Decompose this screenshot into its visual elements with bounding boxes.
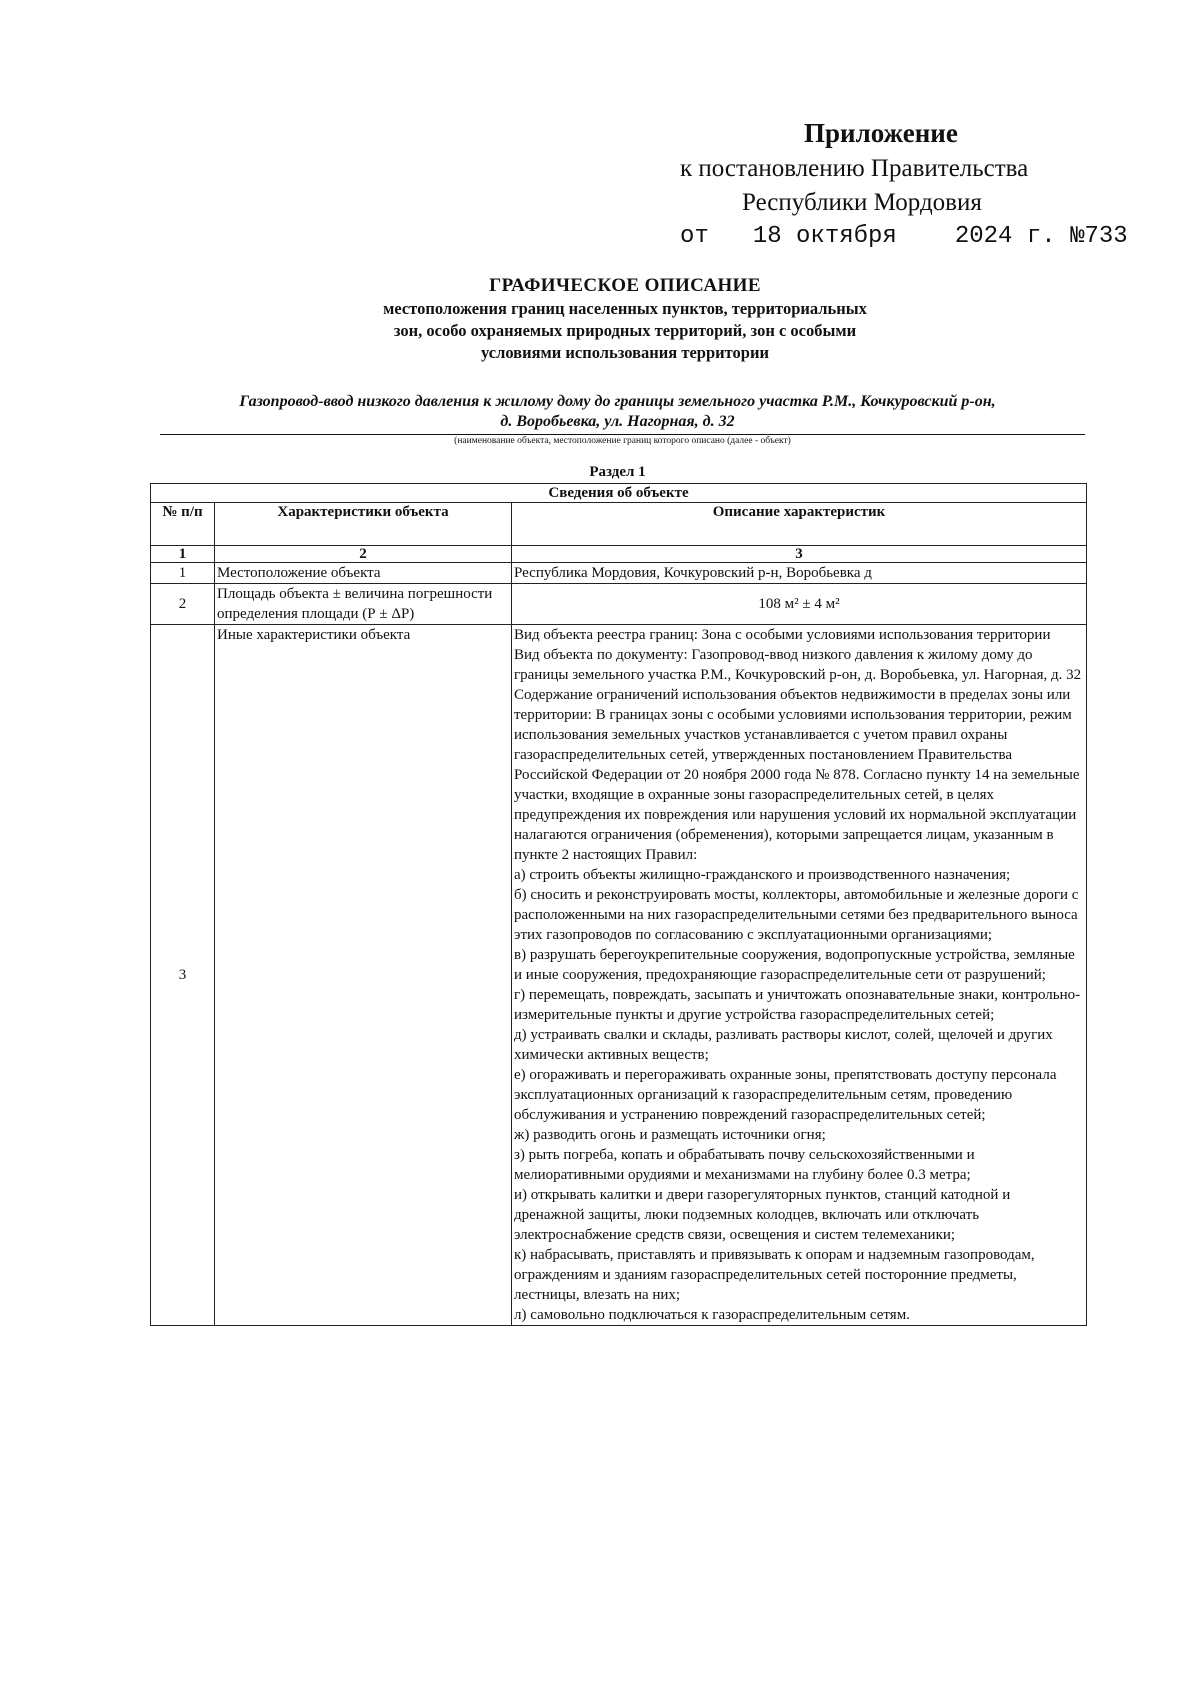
column-number-2: 2 bbox=[215, 546, 512, 563]
row-number: 2 bbox=[151, 584, 215, 625]
document-subtitle-line-3: условиями использования территории bbox=[481, 343, 769, 362]
row-characteristic: Местоположение объекта bbox=[215, 563, 512, 584]
object-name-line-2: д. Воробьевка, ул. Нагорная, д. 32 bbox=[500, 413, 735, 430]
description-paragraph: а) строить объекты жилищно-гражданского и производственного назначения; bbox=[514, 867, 1011, 883]
description-paragraph: Вид объекта по документу: Газопровод-ввод низкого давления к жилому дому до границы земельного участка Р.М., Кочкуровский р-он, д. Воробьевка, ул. Нагорная, д. 32 bbox=[514, 647, 1082, 683]
annex-date-year-number: 2024 г. №733 bbox=[954, 223, 1128, 250]
document-subtitle-line-1: местоположения границ населенных пунктов, территориальных bbox=[383, 299, 867, 318]
annex-date-day-month: 18 октября bbox=[752, 223, 897, 250]
document-title: ГРАФИЧЕСКОЕ ОПИСАНИЕ bbox=[489, 275, 761, 296]
description-paragraph: Вид объекта реестра границ: Зона с особыми условиями использования территории bbox=[514, 627, 1051, 643]
row-characteristic: Иные характеристики объекта bbox=[215, 625, 512, 1326]
description-paragraph: г) перемещать, повреждать, засыпать и уничтожать опознавательные знаки, контрольно-измерительные пункты и другие устройства газораспределительных сетей; bbox=[514, 987, 1081, 1023]
annex-line-resolution: к постановлению Правительства bbox=[680, 155, 1029, 182]
table-row bbox=[151, 584, 1087, 625]
row-description: Республика Мордовия, Кочкуровский р-н, Воробьевка д bbox=[512, 563, 1087, 584]
table-row bbox=[151, 625, 1087, 1326]
row-number: 3 bbox=[151, 625, 215, 1326]
description-paragraph: Содержание ограничений использования объектов недвижимости в пределах зоны или территории: В границах зоны с особыми условиями использования территории, режим использования земельных участков устанавливается с учетом правил охраны газораспределительных сетей, утвержденных постановлением Правительства Российской Федерации от 20 ноября 2000 года № 878. Согласно пункту 14 на земельные участки, входящие в охранные зоны газораспределительных сетей, в целях предупреждения их повреждения или нарушения условий их нормальной эксплуатации налагаются ограничения (обременения), которыми запрещается лицам, указанным в пункте 2 настоящих Правил: bbox=[514, 687, 1080, 863]
annex-title: Приложение bbox=[804, 118, 958, 148]
document-heading bbox=[100, 274, 1150, 364]
object-info-table bbox=[150, 483, 1087, 1326]
table-caption: Сведения об объекте bbox=[151, 484, 1087, 503]
description-paragraph: в) разрушать берегоукрепительные сооружения, водопропускные устройства, земляные и иные сооружения, предохраняющие газораспределительные сети от разрушений; bbox=[514, 947, 1075, 983]
column-number-1: 1 bbox=[151, 546, 215, 563]
column-header-description: Описание характеристик bbox=[512, 503, 1087, 546]
annex-date-from: от bbox=[680, 223, 709, 250]
row-description: 108 м² ± 4 м² bbox=[512, 584, 1087, 625]
annex-line-republic: Республики Мордовия bbox=[742, 189, 982, 216]
document-subtitle-line-2: зон, особо охраняемых природных территорий, зон с особыми bbox=[393, 321, 857, 340]
row-characteristic: Площадь объекта ± величина погрешности определения площади (Р ± ΔР) bbox=[215, 584, 512, 625]
object-name-line-1: Газопровод-ввод низкого давления к жилому дому до границы земельного участка Р.М., Кочкуровский р-он, bbox=[239, 393, 996, 410]
description-paragraph: д) устраивать свалки и склады, разливать растворы кислот, солей, щелочей и других химически активных веществ; bbox=[514, 1027, 1053, 1063]
table-row bbox=[151, 563, 1087, 584]
object-name bbox=[150, 392, 1085, 432]
column-number-3: 3 bbox=[512, 546, 1087, 563]
description-paragraph: б) сносить и реконструировать мосты, коллекторы, автомобильные и железные дороги с расположенными на них газораспределительными сетями без предварительного выноса этих газопроводов по согласованию с эксплуатационными организациями; bbox=[514, 887, 1079, 943]
column-header-characteristic: Характеристики объекта bbox=[215, 503, 512, 546]
object-name-note: (наименование объекта, местоположение границ которого описано (далее - объект) bbox=[454, 436, 791, 446]
row-number: 1 bbox=[151, 563, 215, 584]
description-paragraph: е) огораживать и перегораживать охранные зоны, препятствовать доступу персонала эксплуатационных организаций к газораспределительным сетям, проведению обслуживания и устранению повреждений газораспределительных сетей; bbox=[514, 1067, 1057, 1123]
description-paragraph: и) открывать калитки и двери газорегуляторных пунктов, станций катодной и дренажной защиты, люки подземных колодцев, включать или отключать электроснабжение средств связи, освещения и систем телемеханики; bbox=[514, 1187, 1011, 1243]
description-paragraph: л) самовольно подключаться к газораспределительным сетям. bbox=[514, 1307, 910, 1323]
row-description bbox=[512, 625, 1087, 1326]
description-paragraph: к) набрасывать, приставлять и привязывать к опорам и надземным газопроводам, ограждениям и зданиям газораспределительных сетей посторонние предметы, лестницы, влезать на них; bbox=[514, 1247, 1035, 1303]
section-title: Раздел 1 bbox=[589, 464, 646, 480]
description-paragraph: ж) разводить огонь и размещать источники огня; bbox=[514, 1127, 826, 1143]
column-header-number: № п/п bbox=[151, 503, 215, 546]
annex-date-line bbox=[680, 223, 1128, 250]
description-paragraph: з) рыть погреба, копать и обрабатывать почву сельскохозяйственными и мелиоративными орудиями и механизмами на глубину более 0.3 метра; bbox=[514, 1147, 975, 1183]
